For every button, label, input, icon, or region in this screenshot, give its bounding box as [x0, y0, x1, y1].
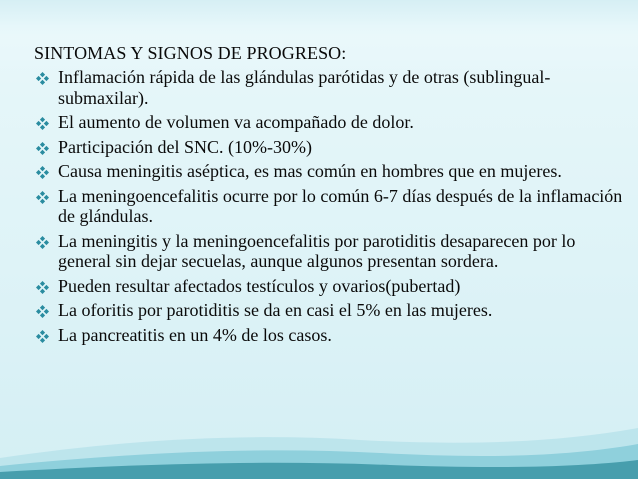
bullet-item — [34, 231, 630, 272]
bullet-item — [34, 137, 630, 158]
bullet-item — [34, 325, 630, 346]
slide-heading: SINTOMAS Y SIGNOS DE PROGRESO: — [34, 43, 347, 63]
diamond-cluster-icon — [36, 142, 49, 155]
diamond-cluster-icon — [36, 305, 49, 318]
bullet-item — [34, 186, 630, 227]
bullet-list — [34, 67, 630, 345]
diamond-cluster-icon — [36, 191, 49, 204]
bullet-item — [34, 67, 630, 108]
bullet-text: El aumento de volumen va acompañado de dolor. — [58, 112, 414, 132]
diamond-cluster-icon — [36, 330, 49, 343]
bottom-wave-decoration — [0, 420, 638, 479]
diamond-cluster-icon — [36, 281, 49, 294]
bullet-text: Pueden resultar afectados testículos y ovarios(pubertad) — [58, 275, 461, 296]
diamond-cluster-icon — [36, 117, 49, 130]
bullet-item — [34, 112, 630, 133]
bullet-item — [34, 300, 630, 321]
bullet-item — [34, 161, 630, 182]
bullet-text: La pancreatitis en un 4% de los casos. — [58, 324, 332, 345]
bullet-text: Inflamación rápida de las glándulas parótidas y de otras (sublingual-submaxilar). — [58, 67, 551, 108]
slide-content — [34, 41, 630, 349]
diamond-cluster-icon — [36, 236, 49, 249]
top-band — [0, 0, 638, 38]
bullet-text: La oforitis por parotiditis se da en casi el 5% en las mujeres. — [58, 300, 493, 320]
bullet-text: Causa meningitis aséptica, es mas común en hombres que en mujeres. — [58, 161, 562, 181]
bullet-item — [34, 276, 630, 297]
diamond-cluster-icon — [36, 72, 49, 85]
bullet-text: Participación del SNC. (10%-30%) — [58, 136, 312, 157]
bullet-text: La meningitis y la meningoencefalitis por parotiditis desaparecen por lo general sin dejar secuelas, aunque algunos presentan sordera. — [58, 230, 576, 271]
bullet-text: La meningoencefalitis ocurre por lo común 6-7 días después de la inflamación de glándulas. — [58, 185, 623, 226]
diamond-cluster-icon — [36, 166, 49, 179]
